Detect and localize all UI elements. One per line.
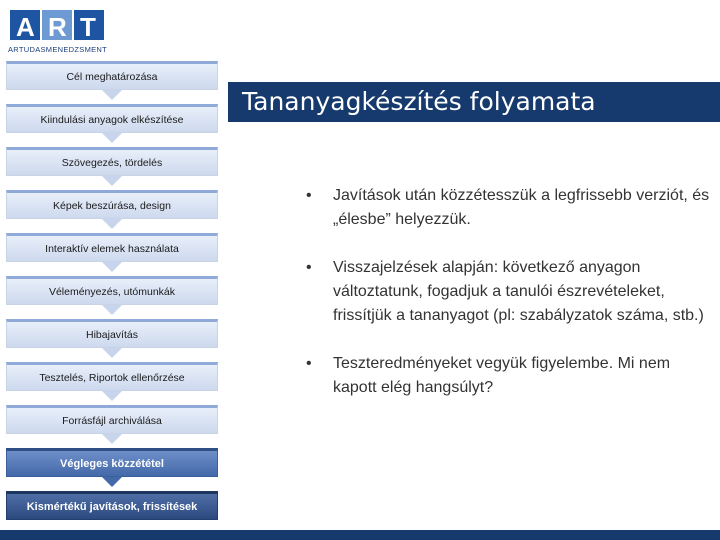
bullet-item: [306, 184, 711, 232]
flow-step-bugfix: Hibajavítás: [6, 319, 218, 348]
flow-step-minor-fixes: Kismértékű javítások, frissítések: [6, 491, 218, 520]
logo-mark: [6, 6, 110, 46]
logo-letter-t: T: [80, 12, 96, 42]
flow-step-interactive-elements: Interaktív elemek használata: [6, 233, 218, 262]
footer-bar: [0, 530, 720, 540]
flow-step-final-publish: Végleges közzététel: [6, 448, 218, 477]
flow-step-goal: Cél meghatározása: [6, 61, 218, 90]
logo-caption: ARTUDASMENEDZSMENT: [8, 45, 108, 54]
title-bar: [228, 82, 720, 122]
logo-letter-r: R: [48, 12, 67, 42]
flow-step-text-layout: Szövegezés, tördelés: [6, 147, 218, 176]
company-logo: [6, 6, 110, 56]
flow-step-review: Véleményezés, utómunkák: [6, 276, 218, 305]
bullet-list: [306, 184, 711, 424]
slide-title: Tananyagkészítés folyamata: [242, 87, 596, 116]
bullet-text: Teszteredményeket vegyük figyelembe. Mi nem kapott elég hangsúlyt?: [333, 355, 671, 396]
bullet-dot: •: [306, 259, 312, 276]
flow-step-archive: Forrásfájl archiválása: [6, 405, 218, 434]
flow-step-images-design: Képek beszúrása, design: [6, 190, 218, 219]
bullet-item: [306, 352, 711, 400]
bullet-item: [306, 256, 711, 328]
bullet-text: Visszajelzések alapján: következő anyagon változtatunk, fogadjuk a tanulói észrevételeket, frissítjük a tananyagot (pl: szabályzatok száma, stb.): [333, 259, 704, 324]
bullet-text: Javítások után közzétesszük a legfrissebb verziót, és „élesbe” helyezzük.: [333, 187, 710, 228]
bullet-dot: •: [306, 355, 312, 372]
flow-step-testing-reports: Tesztelés, Riportok ellenőrzése: [6, 362, 218, 391]
flow-step-source-materials: Kiindulási anyagok elkészítése: [6, 104, 218, 133]
logo-letter-a: A: [16, 12, 35, 42]
bullet-dot: •: [306, 187, 312, 204]
